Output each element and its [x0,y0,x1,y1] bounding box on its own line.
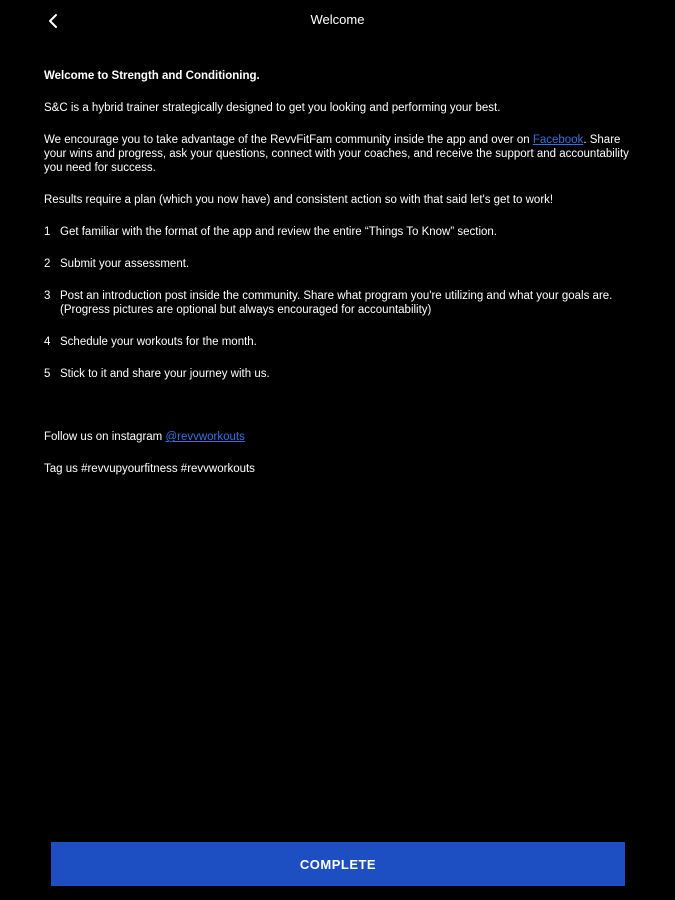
steps-list [44,225,634,381]
complete-button[interactable]: COMPLETE [51,842,625,886]
list-item [44,257,634,271]
facebook-link[interactable]: Facebook [532,134,584,146]
step-text: Post an introduction post inside the community. Share what program you're utilizing and what your goals are. (Progress pictures are optional but always encouraged for accountability) [60,290,613,316]
intro-title: Welcome to Strength and Conditioning. [44,70,260,82]
list-item [44,289,634,317]
step-number: 3 [44,290,51,302]
step-text: Submit your assessment. [60,258,190,270]
results-text: Results require a plan (which you now have) and consistent action so with that said let's get to work! [44,194,554,206]
step-number: 5 [44,368,51,380]
list-item [44,335,634,349]
list-item [44,367,634,381]
tag-text: Tag us #revvupyourfitness #revvworkouts [44,463,255,475]
step-number: 1 [44,226,51,238]
header-bar [0,0,675,40]
step-text: Get familiar with the format of the app and review the entire “Things To Know” section. [60,226,497,238]
spacer [44,399,634,430]
community-text-before: We encourage you to take advantage of the RevvFitFam community inside the app and over on [44,134,533,146]
community-paragraph [44,133,634,175]
step-text: Schedule your workouts for the month. [60,336,257,348]
intro-text: S&C is a hybrid trainer strategically designed to get you looking and performing your best. [44,102,501,114]
follow-paragraph [44,430,634,444]
instagram-link[interactable]: @revvworkouts [165,431,245,443]
step-number: 2 [44,258,51,270]
list-item [44,225,634,239]
step-number: 4 [44,336,51,348]
step-text: Stick to it and share your journey with us. [60,368,270,380]
community-text-after: . Share your wins and progress, ask your questions, connect with your coaches, and receive the support and accountability you need for success. [44,134,629,174]
welcome-content [44,69,634,494]
page-title: Welcome [310,12,365,27]
follow-text: Follow us on instagram [44,431,166,443]
